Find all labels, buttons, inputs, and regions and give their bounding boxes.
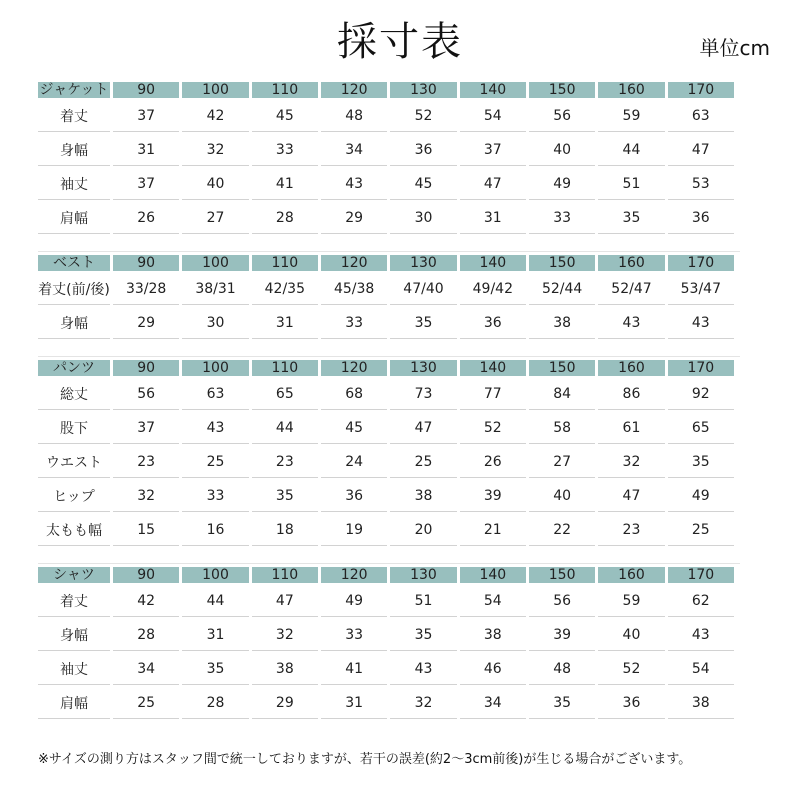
- table-row: [38, 515, 734, 546]
- measure-cell: 35: [598, 203, 664, 234]
- size-header-cell: 100: [182, 255, 248, 271]
- size-header-cell: 170: [668, 567, 734, 583]
- measure-cell: 28: [252, 203, 318, 234]
- table-row: [38, 169, 734, 200]
- table-row: [38, 586, 734, 617]
- size-header-cell: 150: [529, 360, 595, 376]
- size-header-cell: 90: [113, 360, 179, 376]
- measure-cell: 33: [321, 620, 387, 651]
- measure-cell: 48: [321, 101, 387, 132]
- measure-cell: 42: [182, 101, 248, 132]
- page-title: 採寸表: [337, 19, 463, 65]
- measure-label: 身幅: [38, 308, 110, 339]
- measure-cell: 38: [252, 654, 318, 685]
- size-header-cell: 170: [668, 360, 734, 376]
- measure-cell: 25: [182, 447, 248, 478]
- size-header-cell: 140: [460, 82, 526, 98]
- measure-cell: 31: [321, 688, 387, 719]
- measure-cell: 47: [598, 481, 664, 512]
- size-header-cell: 170: [668, 82, 734, 98]
- size-header-cell: 140: [460, 360, 526, 376]
- measure-cell: 20: [390, 515, 456, 546]
- size-header-cell: 130: [390, 567, 456, 583]
- table-header-row: [38, 255, 734, 271]
- table-row: [38, 274, 734, 305]
- measure-cell: 45: [252, 101, 318, 132]
- measure-cell: 51: [390, 586, 456, 617]
- measure-cell: 38: [668, 688, 734, 719]
- size-table: [35, 357, 737, 549]
- measure-cell: 40: [529, 481, 595, 512]
- measure-label: 股下: [38, 413, 110, 444]
- measure-cell: 35: [390, 308, 456, 339]
- size-header-cell: 150: [529, 255, 595, 271]
- size-header-cell: 160: [598, 82, 664, 98]
- measure-cell: 36: [390, 135, 456, 166]
- measure-cell: 52: [598, 654, 664, 685]
- garment-label: ベスト: [38, 255, 110, 271]
- measure-cell: 54: [668, 654, 734, 685]
- measure-cell: 34: [460, 688, 526, 719]
- measure-cell: 35: [390, 620, 456, 651]
- measure-cell: 33: [321, 308, 387, 339]
- size-header-cell: 90: [113, 567, 179, 583]
- measure-cell: 36: [460, 308, 526, 339]
- measure-cell: 23: [252, 447, 318, 478]
- size-header-cell: 100: [182, 82, 248, 98]
- size-header-cell: 110: [252, 82, 318, 98]
- size-header-cell: 140: [460, 255, 526, 271]
- size-header-cell: 90: [113, 82, 179, 98]
- measure-cell: 28: [113, 620, 179, 651]
- size-header-cell: 160: [598, 360, 664, 376]
- measure-cell: 43: [668, 620, 734, 651]
- measure-cell: 35: [668, 447, 734, 478]
- measure-label: 肩幅: [38, 203, 110, 234]
- measure-cell: 35: [252, 481, 318, 512]
- measure-cell: 56: [529, 586, 595, 617]
- measure-cell: 24: [321, 447, 387, 478]
- measure-cell: 42: [113, 586, 179, 617]
- measure-cell: 41: [321, 654, 387, 685]
- measure-cell: 49: [529, 169, 595, 200]
- measure-cell: 53/47: [668, 274, 734, 305]
- measure-cell: 92: [668, 379, 734, 410]
- measure-cell: 45/38: [321, 274, 387, 305]
- size-header-cell: 120: [321, 360, 387, 376]
- measure-cell: 49: [668, 481, 734, 512]
- measure-cell: 54: [460, 101, 526, 132]
- measure-cell: 31: [113, 135, 179, 166]
- measure-cell: 37: [460, 135, 526, 166]
- unit-label: 単位cm: [699, 36, 770, 60]
- measure-cell: 34: [113, 654, 179, 685]
- measure-label: 身幅: [38, 620, 110, 651]
- measure-cell: 65: [252, 379, 318, 410]
- size-header-cell: 150: [529, 82, 595, 98]
- measure-cell: 33: [529, 203, 595, 234]
- measure-cell: 37: [113, 413, 179, 444]
- measure-label: 着丈(前/後): [38, 274, 110, 305]
- table-gap: [38, 237, 740, 252]
- measure-cell: 35: [182, 654, 248, 685]
- size-header-cell: 170: [668, 255, 734, 271]
- table-row: [38, 620, 734, 651]
- measure-cell: 48: [529, 654, 595, 685]
- size-table: [35, 79, 737, 237]
- measure-cell: 47: [460, 169, 526, 200]
- measure-cell: 54: [460, 586, 526, 617]
- table-row: [38, 379, 734, 410]
- measure-cell: 32: [598, 447, 664, 478]
- measure-cell: 37: [113, 169, 179, 200]
- measure-cell: 31: [182, 620, 248, 651]
- measure-cell: 38: [390, 481, 456, 512]
- measure-cell: 29: [252, 688, 318, 719]
- size-header-cell: 150: [529, 567, 595, 583]
- measure-cell: 84: [529, 379, 595, 410]
- measure-cell: 51: [598, 169, 664, 200]
- measure-cell: 46: [460, 654, 526, 685]
- measure-cell: 43: [390, 654, 456, 685]
- footnote: ※サイズの測り方はスタッフ間で統一しておりますが、若干の誤差(約2〜3cm前後)が生じる場合がございます。: [38, 752, 692, 767]
- measure-cell: 31: [252, 308, 318, 339]
- measure-cell: 22: [529, 515, 595, 546]
- measure-cell: 36: [668, 203, 734, 234]
- measure-cell: 49: [321, 586, 387, 617]
- size-header-cell: 120: [321, 82, 387, 98]
- measure-cell: 41: [252, 169, 318, 200]
- measure-cell: 38: [529, 308, 595, 339]
- measure-cell: 36: [598, 688, 664, 719]
- measure-cell: 35: [529, 688, 595, 719]
- measure-label: 身幅: [38, 135, 110, 166]
- size-header-cell: 100: [182, 567, 248, 583]
- measure-cell: 63: [182, 379, 248, 410]
- measure-cell: 25: [668, 515, 734, 546]
- measure-label: ウエスト: [38, 447, 110, 478]
- size-table: [35, 252, 737, 342]
- measure-cell: 45: [390, 169, 456, 200]
- measure-cell: 65: [668, 413, 734, 444]
- table-row: [38, 413, 734, 444]
- measure-label: 肩幅: [38, 688, 110, 719]
- measure-cell: 25: [390, 447, 456, 478]
- measure-cell: 18: [252, 515, 318, 546]
- measure-cell: 37: [113, 101, 179, 132]
- garment-label: パンツ: [38, 360, 110, 376]
- measure-cell: 59: [598, 586, 664, 617]
- table-header-row: [38, 360, 734, 376]
- measure-cell: 32: [252, 620, 318, 651]
- measure-cell: 32: [182, 135, 248, 166]
- size-tables: [38, 79, 740, 722]
- measure-cell: 26: [113, 203, 179, 234]
- measure-cell: 21: [460, 515, 526, 546]
- garment-label: シャツ: [38, 567, 110, 583]
- measure-cell: 73: [390, 379, 456, 410]
- measure-cell: 43: [668, 308, 734, 339]
- measure-cell: 40: [182, 169, 248, 200]
- table-gap: [38, 549, 740, 564]
- measure-cell: 38: [460, 620, 526, 651]
- measure-cell: 30: [182, 308, 248, 339]
- measure-cell: 62: [668, 586, 734, 617]
- measure-cell: 43: [598, 308, 664, 339]
- measure-cell: 56: [113, 379, 179, 410]
- measure-label: 袖丈: [38, 169, 110, 200]
- measure-cell: 23: [113, 447, 179, 478]
- size-header-cell: 160: [598, 255, 664, 271]
- measure-cell: 36: [321, 481, 387, 512]
- measure-cell: 33/28: [113, 274, 179, 305]
- measure-cell: 59: [598, 101, 664, 132]
- measure-cell: 30: [390, 203, 456, 234]
- measure-cell: 29: [321, 203, 387, 234]
- measure-cell: 77: [460, 379, 526, 410]
- measure-cell: 47: [390, 413, 456, 444]
- size-header-cell: 110: [252, 567, 318, 583]
- measure-cell: 40: [598, 620, 664, 651]
- table-row: [38, 654, 734, 685]
- measure-cell: 40: [529, 135, 595, 166]
- measure-label: 太もも幅: [38, 515, 110, 546]
- measure-cell: 33: [182, 481, 248, 512]
- measure-cell: 53: [668, 169, 734, 200]
- measure-cell: 86: [598, 379, 664, 410]
- measure-cell: 68: [321, 379, 387, 410]
- measure-cell: 63: [668, 101, 734, 132]
- table-row: [38, 101, 734, 132]
- size-table: [35, 564, 737, 722]
- size-header-cell: 100: [182, 360, 248, 376]
- table-row: [38, 135, 734, 166]
- table-row: [38, 203, 734, 234]
- measure-cell: 28: [182, 688, 248, 719]
- measure-cell: 47: [668, 135, 734, 166]
- measure-cell: 16: [182, 515, 248, 546]
- table-row: [38, 447, 734, 478]
- measure-cell: 29: [113, 308, 179, 339]
- measure-cell: 39: [529, 620, 595, 651]
- measure-cell: 52: [460, 413, 526, 444]
- measure-cell: 27: [529, 447, 595, 478]
- measure-label: 着丈: [38, 101, 110, 132]
- table-header-row: [38, 567, 734, 583]
- measure-cell: 52/47: [598, 274, 664, 305]
- measure-cell: 34: [321, 135, 387, 166]
- size-header-cell: 130: [390, 255, 456, 271]
- measure-label: 総丈: [38, 379, 110, 410]
- measure-label: ヒップ: [38, 481, 110, 512]
- measure-cell: 44: [252, 413, 318, 444]
- size-header-cell: 130: [390, 360, 456, 376]
- measure-cell: 43: [182, 413, 248, 444]
- measure-cell: 52: [390, 101, 456, 132]
- measure-cell: 45: [321, 413, 387, 444]
- table-row: [38, 481, 734, 512]
- size-header-cell: 110: [252, 360, 318, 376]
- measure-cell: 47/40: [390, 274, 456, 305]
- measure-cell: 49/42: [460, 274, 526, 305]
- size-header-cell: 90: [113, 255, 179, 271]
- measure-cell: 19: [321, 515, 387, 546]
- measure-cell: 25: [113, 688, 179, 719]
- size-header-cell: 130: [390, 82, 456, 98]
- measure-cell: 31: [460, 203, 526, 234]
- table-row: [38, 308, 734, 339]
- size-header-cell: 120: [321, 567, 387, 583]
- measure-cell: 27: [182, 203, 248, 234]
- size-header-cell: 160: [598, 567, 664, 583]
- size-header-cell: 140: [460, 567, 526, 583]
- measure-cell: 56: [529, 101, 595, 132]
- table-gap: [38, 342, 740, 357]
- measure-cell: 61: [598, 413, 664, 444]
- measure-cell: 39: [460, 481, 526, 512]
- measure-cell: 44: [182, 586, 248, 617]
- size-header-cell: 110: [252, 255, 318, 271]
- measure-cell: 52/44: [529, 274, 595, 305]
- measure-cell: 26: [460, 447, 526, 478]
- measure-cell: 33: [252, 135, 318, 166]
- measure-cell: 38/31: [182, 274, 248, 305]
- table-header-row: [38, 82, 734, 98]
- measure-cell: 47: [252, 586, 318, 617]
- garment-label: ジャケット: [39, 82, 109, 98]
- measure-label: 袖丈: [38, 654, 110, 685]
- size-header-cell: 120: [321, 255, 387, 271]
- measure-cell: 15: [113, 515, 179, 546]
- measure-cell: 32: [390, 688, 456, 719]
- table-row: [38, 688, 734, 719]
- measure-cell: 32: [113, 481, 179, 512]
- measure-cell: 43: [321, 169, 387, 200]
- measure-cell: 44: [598, 135, 664, 166]
- measure-cell: 23: [598, 515, 664, 546]
- measure-cell: 42/35: [252, 274, 318, 305]
- measure-label: 着丈: [38, 586, 110, 617]
- measure-cell: 58: [529, 413, 595, 444]
